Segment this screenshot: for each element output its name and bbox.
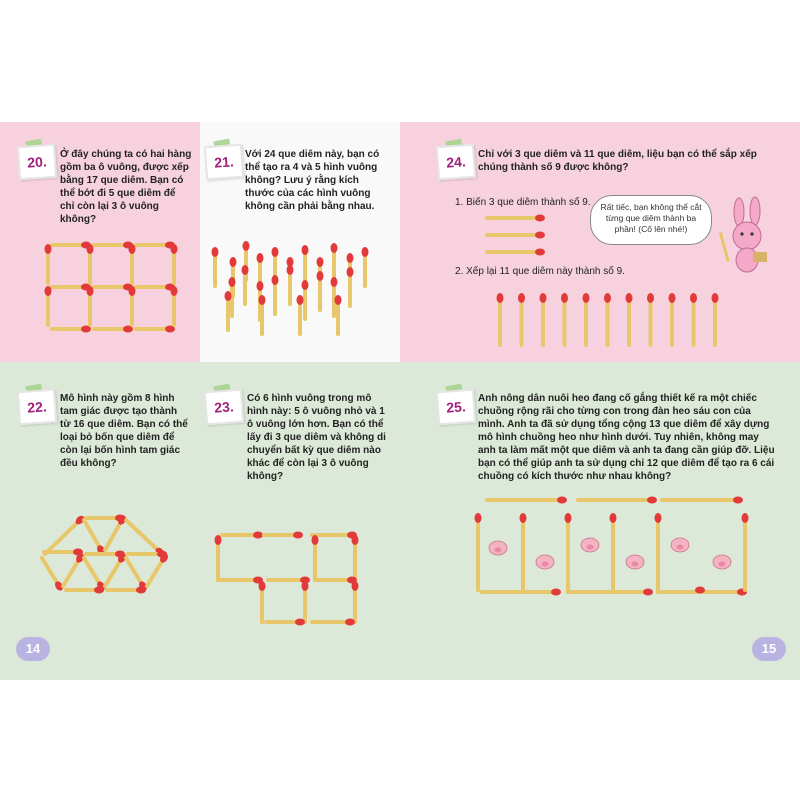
q20-match [94,242,133,249]
q20-match [136,242,175,249]
q22-match [105,552,128,586]
q24-step2-match [540,293,547,345]
step-1-label: 1. Biến 3 que diêm thành số 9. [455,197,591,208]
q20-match [129,286,136,325]
q23-match [302,581,309,622]
q25-match [475,513,482,590]
q25-match [487,497,567,504]
q20-match [136,284,175,291]
q23-match [312,619,355,626]
step-2-label: 2. Xếp lại 11 que diêm này thành số 9. [455,266,625,277]
q21-match [297,295,304,334]
q22-match [126,558,149,592]
q24-step2-match [712,293,719,345]
q25-match [742,513,749,590]
q23-match [222,532,263,539]
q21-match [302,245,309,284]
page-number-left: 14 [16,637,50,661]
q24-step2-match [690,293,697,345]
question-number-23: 23. [204,389,244,426]
q20-match [52,242,91,249]
q20-match [45,244,52,283]
question-number-25: 25. [436,389,476,426]
q24-step2-match [497,293,504,345]
q23-match [266,619,305,626]
q21-match [242,265,249,304]
q20-match [94,284,133,291]
q22-match [42,558,65,592]
q22-match [147,552,170,586]
question-text-22: Mô hình này gồm 8 hình tam giác được tạo thành từ 16 que diêm. Bạn có thể loại bỏ bốn que diêm để còn lại bốn hình tam giác đều không? [60,393,188,469]
q24-step2-match [604,293,611,345]
q20-match [52,284,91,291]
q21-match [331,243,338,282]
q22-match [66,587,104,594]
question-number-24: 24. [436,144,476,181]
q23-match [352,535,359,578]
q25-match [655,513,662,590]
q24-step1-match [487,215,545,222]
speech-bubble: Rất tiếc, bạn không thể cắt từng que diêm thành ba phần! (Cố lên nhé!) [590,195,712,245]
q25-match [565,513,572,590]
q24-step2-match [626,293,633,345]
q24-step2-match [583,293,590,345]
q20-match [171,286,178,325]
pig-icon [671,538,689,552]
pig-icon [581,538,599,552]
q20-match [136,326,175,333]
question-number-22: 22. [17,389,57,426]
q25-match [662,497,743,504]
q24-step1-match [487,232,545,239]
pig-icon [489,541,507,555]
q23-match [352,581,359,622]
question-number-20: 20. [17,144,57,181]
q25-match [695,587,705,594]
pig-icon [626,555,644,569]
q24-step2-match [647,293,654,345]
question-text-21: Với 24 que diêm này, bạn có thể tạo ra 4 và 5 hình vuông không? Lưu ý rằng kích thước của các hình vuông không cần phải bằng nhau. [245,149,380,212]
page-number-right: 15 [752,637,786,661]
q20-match [52,326,91,333]
q23-match [264,532,303,539]
q23-match [218,577,263,584]
q21-match [212,247,219,286]
q24-step2-match [669,293,676,345]
q22-match [86,515,125,522]
q23-match [215,535,222,578]
q22-match [45,514,86,554]
q20-match [87,286,94,325]
q21-match [317,271,324,310]
question-text-25: Anh nông dân nuôi heo đang cố gắng thiết kế ra một chiếc chuồng rộng rãi cho từng con trong đàn heo sáu con của mình. Anh ta đã sử dụng tổng cộng 13 que diêm để xây dựng mô hình chuồng heo như hình dưới. Tuy nhiên, không may anh ta làm mất một que diêm và anh ta đang cần giúp đỡ. Liệu bạn có thể giúp anh ta sử dụng chỉ 12 que diêm để tạo ra 6 cái chuồng có kích thước như nhau không? [478,393,775,482]
q23-match [312,532,357,539]
q21-match [272,275,279,314]
pig-icon [536,555,554,569]
q20-match [87,244,94,283]
pig-icon [713,555,731,569]
q25-match [610,513,617,590]
q22-match [63,552,86,586]
q21-match [287,265,294,304]
question-text-20: Ở đây chúng ta có hai hàng gồm ba ô vuông, được xếp bằng 17 que diêm. Bạn có thể bớt đi 5 que diêm để chỉ còn lại 3 ô vuông không? [60,149,192,225]
q23-match [315,577,357,584]
q25-match [578,497,657,504]
question-text-24: Chỉ với 3 que diêm và 11 que diêm, liệu bạn có thể sắp xếp chúng thành số 9 được không? [478,149,757,173]
q21-match [347,267,354,306]
q25-match [568,589,653,596]
q23-match [312,535,319,580]
question-text-23: Có 6 hình vuông trong mô hình này: 5 ô vuông nhỏ và 1 ô vuông lớn hơn. Bạn có thể lấy đi 3 que diêm và không di chuyển bất kỳ que diêm nào khác để còn lại 3 ô vuông không? [247,393,386,482]
q20-match [94,326,133,333]
q20-match [45,286,52,325]
q22-match [84,558,107,592]
q20-match [129,244,136,283]
q21-match [362,247,369,286]
q25-match [520,513,527,590]
question-number-21: 21. [204,144,244,181]
q24-step1-match [487,249,545,256]
q23-match [259,581,266,622]
q20-match [171,244,178,283]
q24-step2-match [561,293,568,345]
rabbit-illustration [715,198,785,278]
q24-step2-match [518,293,525,345]
q22-match [107,587,146,594]
